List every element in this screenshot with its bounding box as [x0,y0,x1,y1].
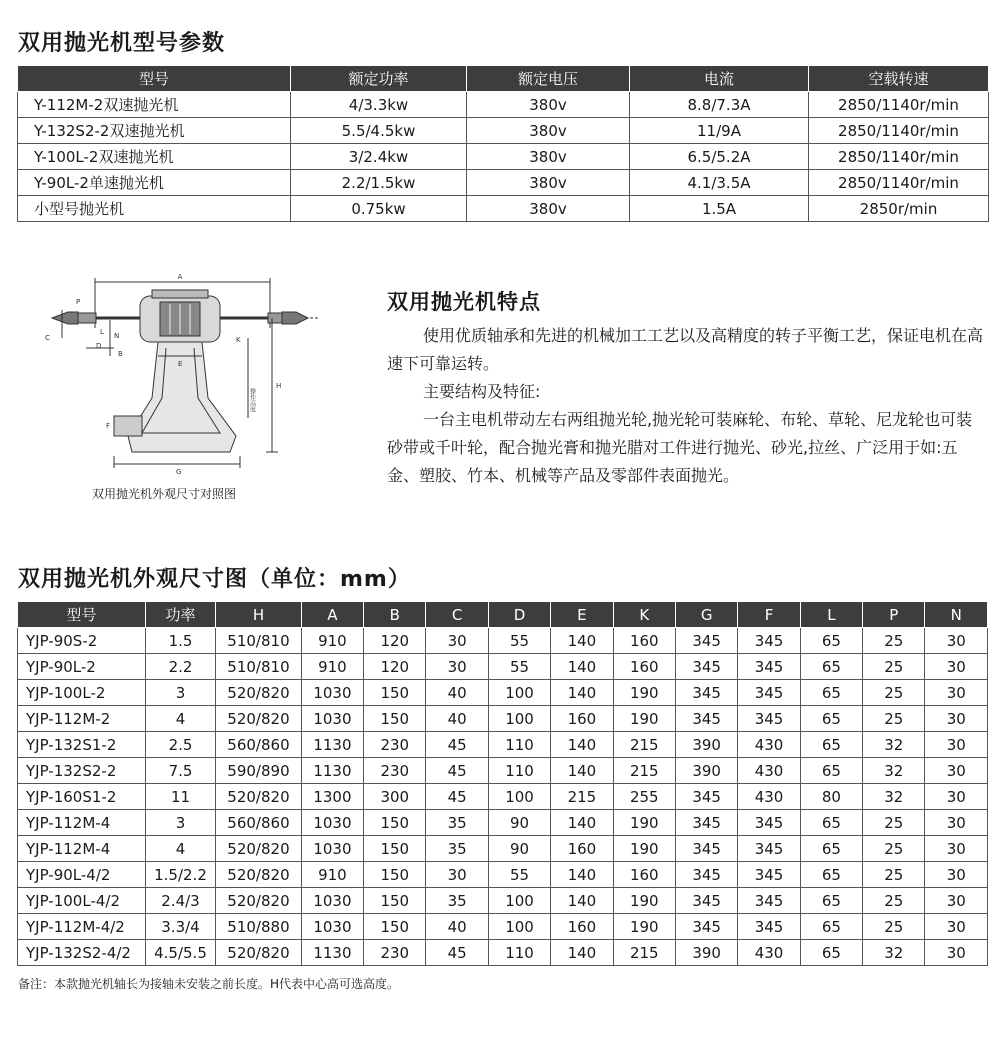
dimension-table-cell: 30 [925,732,988,758]
dimension-table-cell: 160 [613,862,675,888]
spec-table-row [18,170,989,196]
dimension-table-row [18,628,988,654]
dimension-table-cell: 100 [488,706,550,732]
dimension-table-cell: 100 [488,784,550,810]
dimension-table-cell: 560/860 [216,810,302,836]
dimension-table-header-cell: F [738,602,800,628]
dimension-table-cell: 110 [488,940,550,966]
dimension-table-cell: 150 [364,862,426,888]
dimension-table-cell: 510/880 [216,914,302,940]
dimension-table-cell: 65 [800,758,862,784]
dimension-table-cell: 45 [426,784,488,810]
dimension-table-row [18,654,988,680]
spec-table [17,65,989,222]
features-title: 双用抛光机特点 [387,290,541,314]
dim-label-p: P [76,298,81,306]
dimension-table-cell: 100 [488,914,550,940]
dimension-table-cell: 215 [613,758,675,784]
dimension-table-header-cell: 功率 [145,602,215,628]
dimension-table-cell: 2.2 [145,654,215,680]
dimension-table-cell: 4 [145,836,215,862]
dimension-table-cell: 190 [613,810,675,836]
dimension-table-cell: 1300 [301,784,363,810]
dimension-table-cell: 30 [925,680,988,706]
dimension-table-cell: YJP-132S1-2 [18,732,146,758]
dimension-table-cell: 30 [925,836,988,862]
dimension-table-cell: 25 [863,654,925,680]
dimension-table-cell: 910 [301,654,363,680]
spec-table-header-row [18,66,989,92]
dimension-table-cell: 230 [364,758,426,784]
dimension-table-header-cell: L [800,602,862,628]
spec-table-cell: Y-112M-2双速抛光机 [18,92,291,118]
dimension-table-cell: 345 [675,810,737,836]
features-paragraph-1: 使用优质轴承和先进的机械加工工艺以及高精度的转子平衡工艺，保证电机在高速下可靠运转。 [387,326,984,373]
dimension-table-cell: 30 [925,810,988,836]
dimension-table-cell: 345 [738,654,800,680]
dimension-table-cell: 140 [551,654,613,680]
dimension-table-cell: 345 [675,784,737,810]
spec-table-cell: 2850/1140r/min [809,170,989,196]
dimension-table-cell: 150 [364,810,426,836]
dimension-table-cell: YJP-90L-2 [18,654,146,680]
dimension-table-cell: 25 [863,810,925,836]
dimension-table-cell: 345 [738,862,800,888]
dimension-table-cell: 25 [863,914,925,940]
dimension-table-cell: 65 [800,654,862,680]
dimension-table-cell: 215 [551,784,613,810]
spec-table-cell: Y-100L-2双速抛光机 [18,144,291,170]
dim-label-g: G [176,468,182,476]
dimension-table-cell: 140 [551,940,613,966]
dim-label-h: H [276,382,282,390]
dimension-table-cell: 345 [738,836,800,862]
dimension-table-cell: YJP-132S2-4/2 [18,940,146,966]
dimension-table-cell: 590/890 [216,758,302,784]
dimension-table-cell: 25 [863,836,925,862]
spec-table-cell: 380v [467,170,630,196]
dimension-table-cell: 190 [613,836,675,862]
dimension-table-cell: 40 [426,706,488,732]
dimension-table-cell: 30 [925,940,988,966]
spec-table-cell: 4.1/3.5A [630,170,809,196]
dim-label-f: F [106,422,111,430]
dimension-table-cell: 345 [738,680,800,706]
dimension-table-cell: 140 [551,758,613,784]
dimension-table-header-cell: K [613,602,675,628]
spec-section-title: 双用抛光机型号参数 [18,31,226,56]
dimension-table-cell: 11 [145,784,215,810]
dimension-table-row [18,888,988,914]
dimension-table-cell: 345 [675,680,737,706]
dimension-table-cell: 65 [800,810,862,836]
footnote: 备注：本款抛光机轴长为接轴未安装之前长度。H代表中心高可选高度。 [18,977,400,991]
dimension-table-header-cell: D [488,602,550,628]
spec-table-header-cell: 额定电压 [467,66,630,92]
dimension-table-cell: 345 [675,706,737,732]
spec-table-cell: 小型号抛光机 [18,196,291,222]
spec-table-cell: 380v [467,118,630,144]
dimension-table-row [18,940,988,966]
dimension-table-cell: YJP-90S-2 [18,628,146,654]
dimension-table-cell: YJP-100L-2 [18,680,146,706]
dimension-table-cell: 120 [364,654,426,680]
spec-table-body [18,92,989,222]
dimension-table-cell: 150 [364,888,426,914]
dimension-table-cell: 32 [863,758,925,784]
dimension-table-cell: 150 [364,836,426,862]
dim-label-l: L [100,328,104,336]
dimension-table-cell: YJP-112M-2 [18,706,146,732]
dimension-table-cell: 30 [925,706,988,732]
dimension-table-header-cell: B [364,602,426,628]
dimension-table-cell: 110 [488,758,550,784]
spec-table-header-cell: 电流 [630,66,809,92]
dimension-table-cell: 3 [145,680,215,706]
dimension-table-cell: 30 [426,628,488,654]
dimension-table-row [18,706,988,732]
dimension-table-cell: YJP-112M-4 [18,810,146,836]
dimension-table-cell: 430 [738,732,800,758]
dim-section-title: 双用抛光机外观尺寸图（单位：mm） [18,567,411,592]
features-subtitle: 主要结构及特征: [423,382,541,401]
dimension-table-cell: 520/820 [216,940,302,966]
dimension-table-cell: 910 [301,862,363,888]
spec-table-cell: 0.75kw [291,196,467,222]
spec-table-cell: 4/3.3kw [291,92,467,118]
dimension-table-cell: 32 [863,784,925,810]
dimension-table-cell: 65 [800,836,862,862]
dimension-table-body [18,628,988,966]
dimension-table-cell: 30 [925,888,988,914]
dimension-table-cell: 430 [738,940,800,966]
dimension-table-cell: 4.5/5.5 [145,940,215,966]
dimension-table-cell: 55 [488,862,550,888]
dimension-table-cell: 520/820 [216,862,302,888]
dim-label-a: A [177,273,183,281]
dimension-table-row [18,836,988,862]
dimension-table-cell: 345 [675,862,737,888]
dimension-table-cell: 100 [488,888,550,914]
dimension-table-cell: 230 [364,940,426,966]
dimension-table-cell: 520/820 [216,888,302,914]
dimension-table-cell: 160 [551,914,613,940]
dimension-table-cell: 30 [925,914,988,940]
dimension-table-header-cell: N [925,602,988,628]
spec-table-cell: 3/2.4kw [291,144,467,170]
dimension-table-cell: 390 [675,940,737,966]
dimension-table-cell: 1130 [301,758,363,784]
dimension-table-cell: 140 [551,732,613,758]
dimension-table-row [18,914,988,940]
dimension-table-header-cell: H [216,602,302,628]
dimension-table-cell: 25 [863,706,925,732]
spec-table-cell: 8.8/7.3A [630,92,809,118]
dimension-table-cell: 345 [738,914,800,940]
dimension-table-cell: 345 [738,706,800,732]
dimension-table-header-cell: P [863,602,925,628]
dimension-table-cell: 345 [738,810,800,836]
spec-table-cell: 380v [467,144,630,170]
dimension-table-header-cell: 型号 [18,602,146,628]
spec-table-row [18,144,989,170]
dimension-table-cell: YJP-112M-4 [18,836,146,862]
dimension-table-cell: 150 [364,680,426,706]
dimension-table-row [18,810,988,836]
spec-table-cell: 2.2/1.5kw [291,170,467,196]
dimension-table-cell: 160 [551,706,613,732]
dimension-table-cell: 25 [863,862,925,888]
dimension-table-cell: 215 [613,732,675,758]
dim-label-d: D [96,342,102,350]
spec-table-cell: 6.5/5.2A [630,144,809,170]
dimension-table-row [18,732,988,758]
spec-table-cell: 380v [467,92,630,118]
dimension-table-cell: 230 [364,732,426,758]
dimension-table-cell: 25 [863,888,925,914]
spec-table-cell: Y-132S2-2双速抛光机 [18,118,291,144]
dimension-table-cell: 65 [800,888,862,914]
dimension-table-cell: 1030 [301,680,363,706]
dimension-table-cell: 190 [613,680,675,706]
spec-table-row [18,118,989,144]
dimension-table-cell: 430 [738,758,800,784]
dimension-table-cell: 80 [800,784,862,810]
dimension-table-cell: 510/810 [216,628,302,654]
dimension-table-row [18,758,988,784]
dimension-table-cell: 90 [488,836,550,862]
dimension-table-cell: 1030 [301,888,363,914]
dimension-table-cell: 1030 [301,810,363,836]
dimension-table-cell: 190 [613,706,675,732]
spec-table-cell: 2850/1140r/min [809,92,989,118]
dimension-table-cell: 345 [675,836,737,862]
diagram-caption: 双用抛光机外观尺寸对照图 [92,487,237,501]
dimension-table-row [18,680,988,706]
spec-table-header-cell: 额定功率 [291,66,467,92]
dimension-table-cell: 30 [426,654,488,680]
dimension-table-cell: 190 [613,914,675,940]
dimension-table-cell: 140 [551,862,613,888]
dimension-table-cell: 255 [613,784,675,810]
dimension-table-header-cell: A [301,602,363,628]
dimension-table-cell: 1.5/2.2 [145,862,215,888]
dimension-table-cell: 65 [800,914,862,940]
dimension-table-cell: 345 [675,654,737,680]
spec-table-cell: 1.5A [630,196,809,222]
dimension-table-header-cell: E [551,602,613,628]
dimension-table-header-cell: G [675,602,737,628]
dimension-table-cell: 190 [613,888,675,914]
dimension-table-cell: 32 [863,940,925,966]
dimension-table-cell: 65 [800,680,862,706]
dimension-table-cell: 560/860 [216,732,302,758]
dimension-table-cell: 65 [800,862,862,888]
dimension-table-cell: 45 [426,732,488,758]
spec-table-cell: 5.5/4.5kw [291,118,467,144]
dimension-table-cell: 160 [613,628,675,654]
dimension-table-cell: 35 [426,836,488,862]
dimension-table-cell: 120 [364,628,426,654]
dimension-table-cell: 1030 [301,706,363,732]
dimension-table-cell: 25 [863,628,925,654]
dimension-table-cell: 90 [488,810,550,836]
dimension-table-cell: 2.4/3 [145,888,215,914]
dimension-table-cell: YJP-132S2-2 [18,758,146,784]
polisher-dimension-diagram [40,268,340,478]
dimension-table-cell: 520/820 [216,706,302,732]
dimension-table-cell: 65 [800,732,862,758]
dimension-table-cell: 7.5 [145,758,215,784]
dimension-table-cell: 910 [301,628,363,654]
dimension-table-cell: 345 [675,914,737,940]
dimension-table-row [18,862,988,888]
dimension-table-cell: 140 [551,628,613,654]
dimension-table-cell: 35 [426,810,488,836]
dimension-table-cell: 345 [738,888,800,914]
dimension-table-cell: 2.5 [145,732,215,758]
dimension-table-cell: 345 [675,628,737,654]
spec-table-row [18,196,989,222]
dimension-table-cell: 430 [738,784,800,810]
dimension-table-cell: 520/820 [216,680,302,706]
dimension-table-cell: 45 [426,940,488,966]
dimension-table-cell: YJP-90L-4/2 [18,862,146,888]
dimension-table-cell: 3 [145,810,215,836]
dimension-table-cell: YJP-112M-4/2 [18,914,146,940]
dimension-table-cell: 30 [925,628,988,654]
dimension-table-cell: 1.5 [145,628,215,654]
dimension-table-row [18,784,988,810]
dimension-table-cell: 140 [551,680,613,706]
dimension-table-cell: 345 [675,888,737,914]
dim-label-c: C [45,334,50,342]
dimension-table [17,601,988,966]
dimension-table-cell: 30 [925,784,988,810]
dimension-table-cell: 1030 [301,836,363,862]
dimension-table-cell: 45 [426,758,488,784]
dim-label-b: B [118,350,123,358]
dimension-table-cell: 520/820 [216,836,302,862]
dimension-table-cell: 140 [551,810,613,836]
dimension-table-cell: YJP-100L-4/2 [18,888,146,914]
dimension-table-cell: 30 [925,758,988,784]
spec-table-cell: 2850/1140r/min [809,118,989,144]
dimension-table-cell: 1130 [301,732,363,758]
dimension-table-cell: 150 [364,914,426,940]
dim-label-k: K [236,336,241,344]
dimension-table-header-row [18,602,988,628]
dimension-table-cell: 65 [800,706,862,732]
dimension-table-header-cell: C [426,602,488,628]
spec-table-cell: 380v [467,196,630,222]
dimension-table-cell: 3.3/4 [145,914,215,940]
dimension-table-cell: 150 [364,706,426,732]
dimension-table-cell: 40 [426,914,488,940]
dimension-table-cell: 510/810 [216,654,302,680]
dimension-table-cell: 160 [551,836,613,862]
dimension-table-cell: 390 [675,732,737,758]
dimension-table-cell: 35 [426,888,488,914]
dimension-table-cell: 300 [364,784,426,810]
spec-table-cell: 11/9A [630,118,809,144]
dim-label-e: E [178,360,183,368]
dimension-table-cell: 25 [863,680,925,706]
spec-table-cell: 2850/1140r/min [809,144,989,170]
dimension-table-cell: 30 [925,862,988,888]
dimension-table-cell: 30 [426,862,488,888]
dimension-table-cell: 65 [800,940,862,966]
dimension-table-cell: 40 [426,680,488,706]
dimension-table-cell: 32 [863,732,925,758]
features-text [387,322,983,490]
dimension-table-cell: YJP-160S1-2 [18,784,146,810]
features-paragraph-2: 一台主电机带动左右两组抛光轮,抛光轮可装麻轮、布轮、草轮、尼龙轮也可装砂带或千叶轮，配合抛光膏和抛光腊对工件进行抛光、砂光,拉丝、广泛用于如:五金、塑胶、竹本、机械等产品及零部件表面抛光。 [387,410,973,485]
dim-label-operating-height: 操作高度 [248,388,256,412]
dimension-table-cell: 100 [488,680,550,706]
spec-table-cell: Y-90L-2单速抛光机 [18,170,291,196]
dimension-table-cell: 160 [613,654,675,680]
dimension-table-cell: 345 [738,628,800,654]
dimension-table-cell: 520/820 [216,784,302,810]
spec-table-cell: 2850r/min [809,196,989,222]
spec-table-header-cell: 空载转速 [809,66,989,92]
dimension-table-cell: 4 [145,706,215,732]
dimension-table-cell: 30 [925,654,988,680]
spec-table-header-cell: 型号 [18,66,291,92]
dimension-table-cell: 110 [488,732,550,758]
dim-label-n: N [114,332,120,340]
dimension-table-cell: 215 [613,940,675,966]
dimension-table-cell: 55 [488,654,550,680]
dimension-table-cell: 390 [675,758,737,784]
dimension-table-cell: 1030 [301,914,363,940]
dimension-table-cell: 65 [800,628,862,654]
dimension-table-cell: 140 [551,888,613,914]
dimension-table-cell: 55 [488,628,550,654]
spec-table-row [18,92,989,118]
dimension-table-cell: 1130 [301,940,363,966]
